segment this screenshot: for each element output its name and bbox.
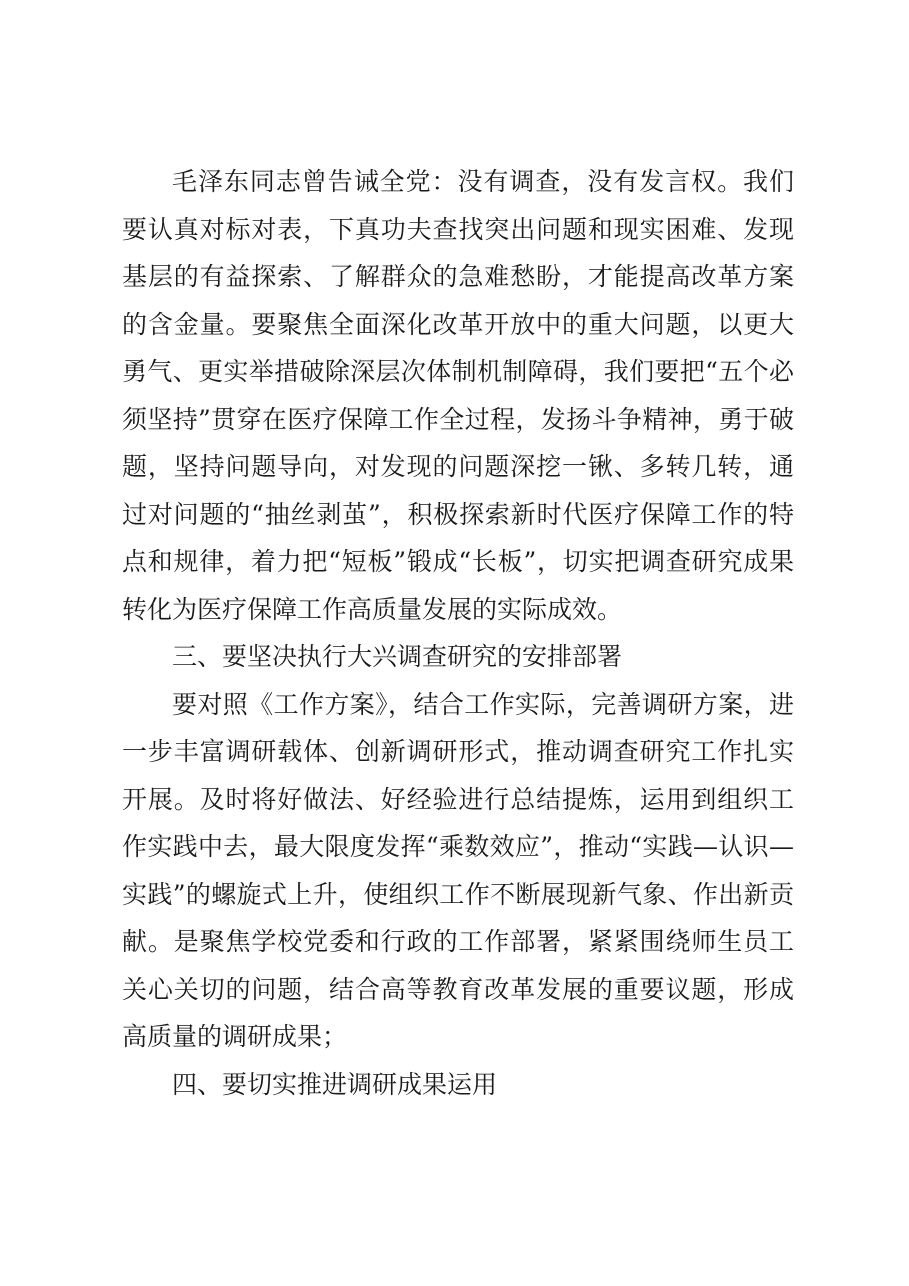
paragraph-investigation: 毛泽东同志曾告诫全党：没有调查，没有发言权。我们要认真对标对表，下真功夫查找突出问题和现实困难、发现基层的有益探索、了解群众的急难愁盼，才能提高改革方案的含金量。要聚焦全面深化改革开放中的重大问题，以更大勇气、更实举措破除深层次体制机制障碍，我们要把“五个必须坚持”贯穿在医疗保障工作全过程，发扬斗争精神，勇于破题，坚持问题导向，对发现的问题深挖一锹、多转几转，通过对问题的“抽丝剥茧”，积极探索新时代医疗保障工作的特点和规律，着力把“短板”锻成“长板”，切实把调查研究成果转化为医疗保障工作高质量发展的实际成效。 bbox=[122, 167, 794, 624]
paragraph-work-plan: 要对照《工作方案》，结合工作实际，完善调研方案，进一步丰富调研载体、创新调研形式，推动调查研究工作扎实开展。及时将好做法、好经验进行总结提炼，运用到组织工作实践中去，最大限度发挥“乘数效应”，推动“实践—认识—实践”的螺旋式上升，使组织工作不断展现新气象、作出新贡献。是聚焦学校党委和行政的工作部署，紧紧围绕师生员工关心关切的问题，结合高等教育改革发展的重要议题，形成高质量的调研成果； bbox=[122, 689, 794, 1051]
section-heading-3: 三、要坚决执行大兴调查研究的安排部署 bbox=[172, 642, 623, 671]
document-body bbox=[122, 158, 794, 1108]
section-heading-4: 四、要切实推进调研成果运用 bbox=[172, 1069, 498, 1099]
